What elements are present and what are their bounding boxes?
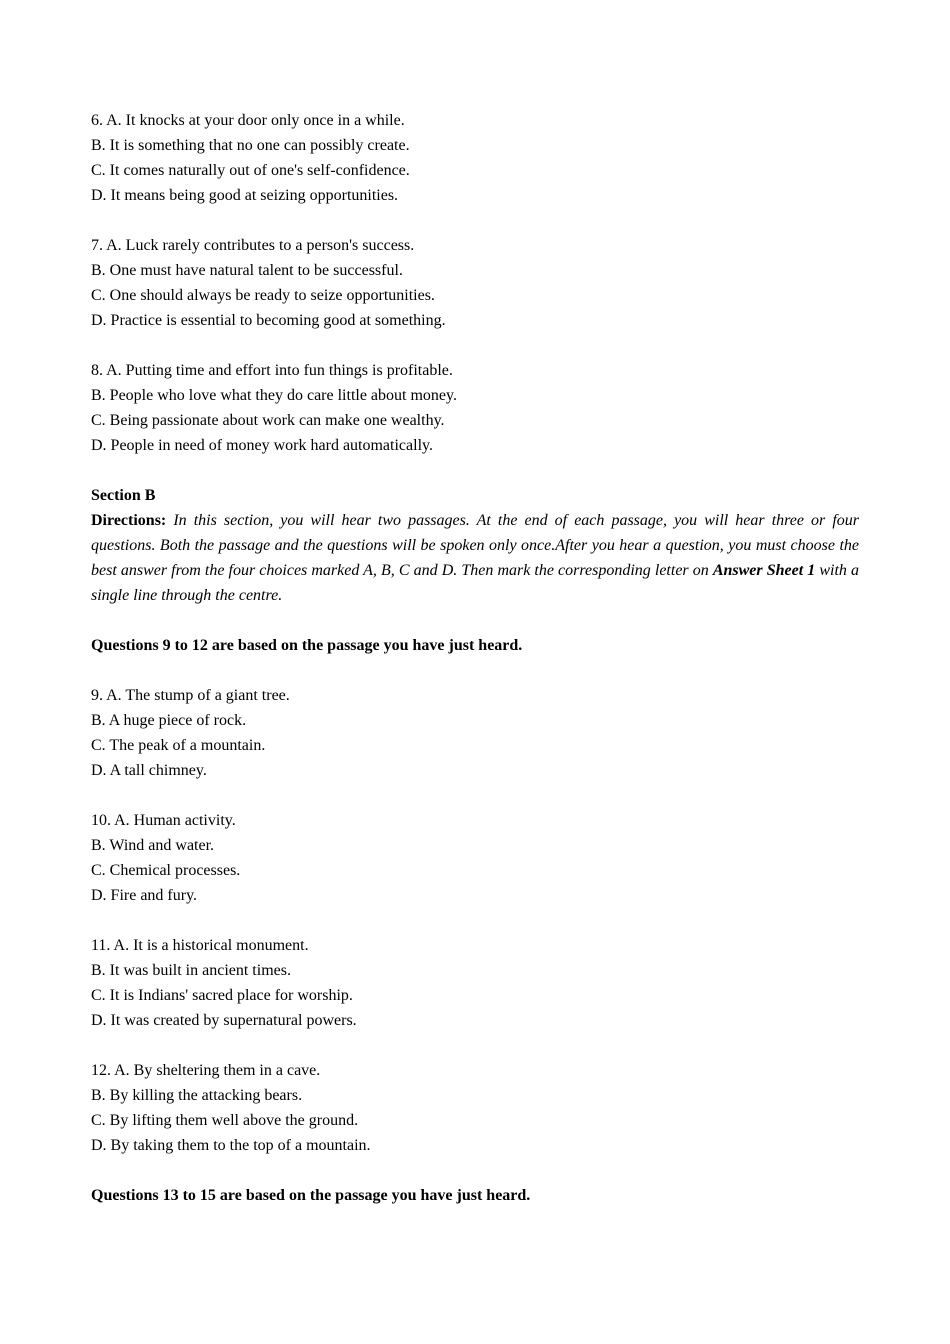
document-page (91, 108, 859, 1208)
question-7 (91, 233, 859, 333)
question-7-option-d: D. Practice is essential to becoming good at something. (91, 312, 446, 329)
spacer (91, 658, 859, 683)
question-12 (91, 1058, 859, 1158)
question-6-option-c: C. It comes naturally out of one's self-confidence. (91, 162, 410, 179)
question-12-option-c: C. By lifting them well above the ground. (91, 1112, 359, 1129)
spacer (91, 458, 859, 483)
question-8 (91, 358, 859, 458)
question-10-option-c: C. Chemical processes. (91, 862, 241, 879)
question-7-option-b: B. One must have natural talent to be successful. (91, 262, 403, 279)
question-7-option-c: C. One should always be ready to seize opportunities. (91, 287, 435, 304)
question-11-option-d: D. It was created by supernatural powers. (91, 1012, 357, 1029)
spacer (91, 1158, 859, 1183)
directions-text-1: In this section, you will hear two passages. At the end of each passage, you will hear three or four questions. Both the passage and the questions will be spoken only once.After you hear a question, you must choose the best answer from the four choices marked A, B, C and D. Then mark the corresponding letter on (91, 512, 859, 579)
question-12-option-a: 12. A. By sheltering them in a cave. (91, 1062, 321, 1079)
question-10-option-a: 10. A. Human activity. (91, 812, 236, 829)
directions-label: Directions: (91, 512, 167, 529)
question-11-option-b: B. It was built in ancient times. (91, 962, 291, 979)
question-9-option-b: B. A huge piece of rock. (91, 712, 247, 729)
question-11-option-c: C. It is Indians' sacred place for worship. (91, 987, 353, 1004)
question-9-option-d: D. A tall chimney. (91, 762, 207, 779)
group-heading-9-12: Questions 9 to 12 are based on the passage you have just heard. (91, 637, 523, 654)
question-12-option-b: B. By killing the attacking bears. (91, 1087, 303, 1104)
group-heading-13-15: Questions 13 to 15 are based on the passage you have just heard. (91, 1187, 531, 1204)
question-11-option-a: 11. A. It is a historical monument. (91, 937, 309, 954)
question-6 (91, 108, 859, 208)
spacer (91, 1033, 859, 1058)
spacer (91, 208, 859, 233)
question-9-option-a: 9. A. The stump of a giant tree. (91, 687, 290, 704)
question-9-option-c: C. The peak of a mountain. (91, 737, 266, 754)
spacer (91, 333, 859, 358)
spacer (91, 608, 859, 633)
section-b-title: Section B (91, 487, 156, 504)
question-10 (91, 808, 859, 908)
directions-text-2: with a single line through the centre. (91, 562, 859, 604)
directions-answer-sheet: Answer Sheet 1 (712, 562, 816, 579)
question-10-option-d: D. Fire and fury. (91, 887, 198, 904)
question-7-option-a: 7. A. Luck rarely contributes to a person's success. (91, 237, 415, 254)
question-6-option-b: B. It is something that no one can possibly create. (91, 137, 410, 154)
question-11 (91, 933, 859, 1033)
section-b-directions (91, 508, 859, 608)
spacer (91, 783, 859, 808)
question-8-option-a: 8. A. Putting time and effort into fun things is profitable. (91, 362, 453, 379)
question-10-option-b: B. Wind and water. (91, 837, 215, 854)
question-6-option-d: D. It means being good at seizing opportunities. (91, 187, 399, 204)
spacer (91, 908, 859, 933)
question-6-option-a: 6. A. It knocks at your door only once in a while. (91, 112, 405, 129)
question-8-option-c: C. Being passionate about work can make one wealthy. (91, 412, 445, 429)
question-12-option-d: D. By taking them to the top of a mountain. (91, 1137, 371, 1154)
question-8-option-b: B. People who love what they do care little about money. (91, 387, 457, 404)
question-9 (91, 683, 859, 783)
question-8-option-d: D. People in need of money work hard automatically. (91, 437, 433, 454)
